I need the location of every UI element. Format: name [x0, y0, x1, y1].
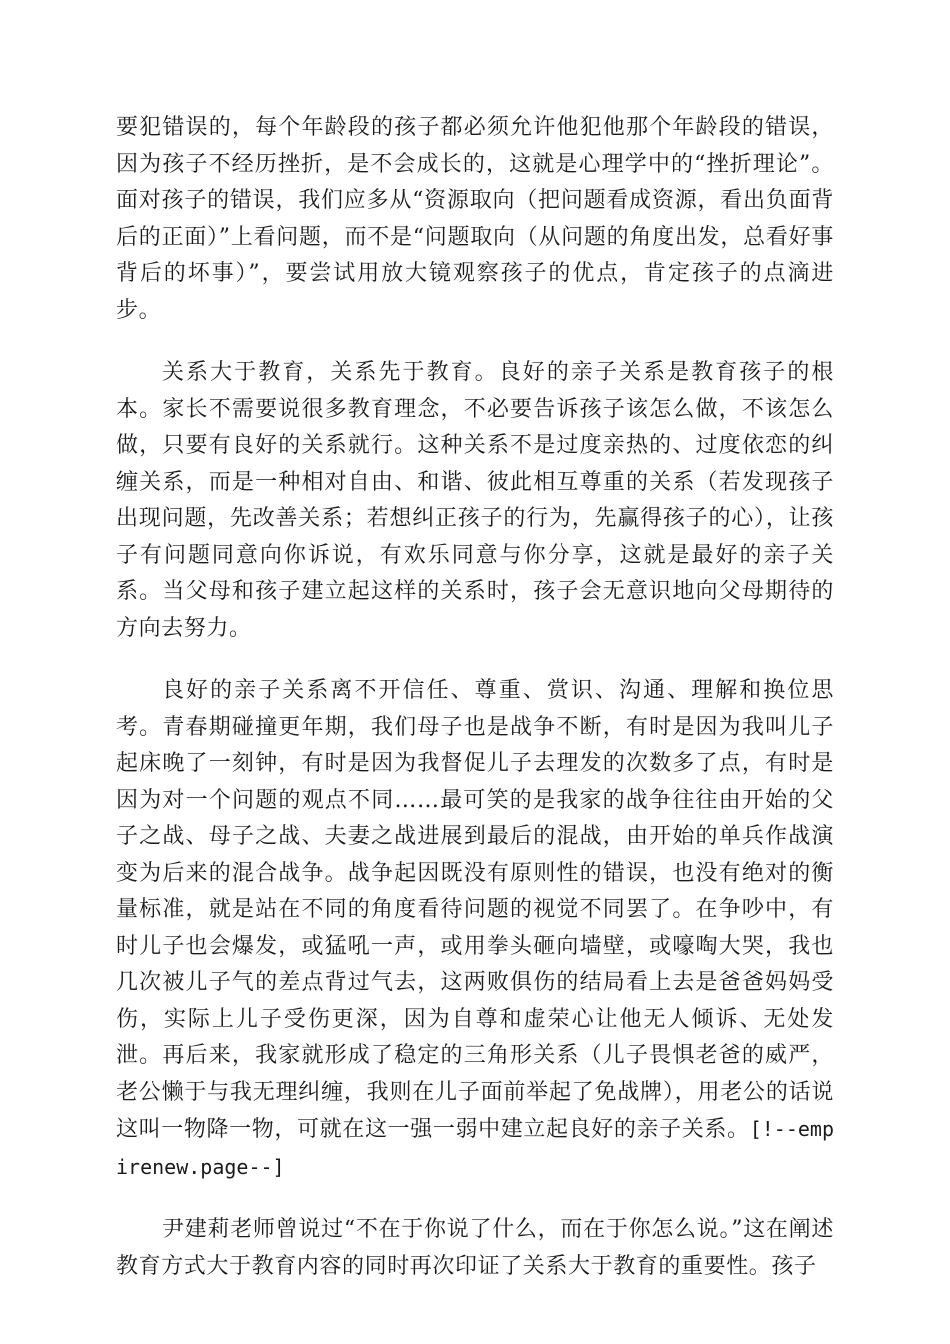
paragraph-3 — [116, 673, 834, 1186]
paragraph-1: 要犯错误的，每个年龄段的孩子都必须允许他犯他那个年龄段的错误，因为孩子不经历挫折，是不会成长的，这就是心理学中的“挫折理论”。面对孩子的错误，我们应多从“资源取向（把问题看成资源，看出负面背后的正面）”上看问题，而不是“问题取向（从问题的角度出发，总看好事背后的坏事）”，要尝试用放大镜观察孩子的优点，肯定孩子的点滴进步。 — [116, 115, 834, 323]
paragraph-4: 尹建莉老师曾说过“不在于你说了什么，而在于你怎么说。”这在阐述教育方式大于教育内容的同时再次印证了关系大于教育的重要性。孩子 — [116, 1217, 834, 1279]
paragraph-3-text: 良好的亲子关系离不开信任、尊重、赏识、沟通、理解和换位思考。青春期碰撞更年期，我们母子也是战争不断，有时是因为我叫儿子起床晚了一刻钟，有时是因为我督促儿子去理发的次数多了点，有时是因为对一个问题的观点不同……最可笑的是我家的战争往往由开始的父子之战、母子之战、夫妻之战进展到最后的混战，由开始的单兵作战演变为后来的混合战争。战争起因既没有原则性的错误，也没有绝对的衡量标准，就是站在不同的角度看待问题的视觉不同罢了。在争吵中，有时儿子也会爆发，或猛吼一声，或用拳头砸向墙壁，或嚎啕大哭，我也几次被儿子气的差点背过气去，这两败俱伤的结局看上去是爸爸妈妈受伤，实际上儿子受伤更深，因为自尊和虚荣心让他无人倾诉、无处发泄。再后来，我家就形成了稳定的三角形关系（儿子畏惧老爸的威严，老公懒于与我无理纠缠，我则在儿子面前举起了免战牌），用老公的话说这叫一物降一物，可就在这一强一弱中建立起良好的亲子关系。 — [116, 678, 834, 1142]
document-body — [116, 110, 834, 1311]
page-break-marker: [!--empirenew.page--] — [116, 1117, 834, 1179]
paragraph-2: 关系大于教育，关系先于教育。良好的亲子关系是教育孩子的根本。家长不需要说很多教育理念，不必要告诉孩子该怎么做，不该怎么做，只要有良好的关系就行。这种关系不是过度亲热的、过度依恋的纠缠关系，而是一种相对自由、和谐、彼此相互尊重的关系（若发现孩子出现问题，先改善关系；若想纠正孩子的行为，先赢得孩子的心），让孩子有问题同意向你诉说，有欢乐同意与你分享，这就是最好的亲子关系。当父母和孩子建立起这样的关系时，孩子会无意识地向父母期待的方向去努力。 — [116, 360, 834, 641]
